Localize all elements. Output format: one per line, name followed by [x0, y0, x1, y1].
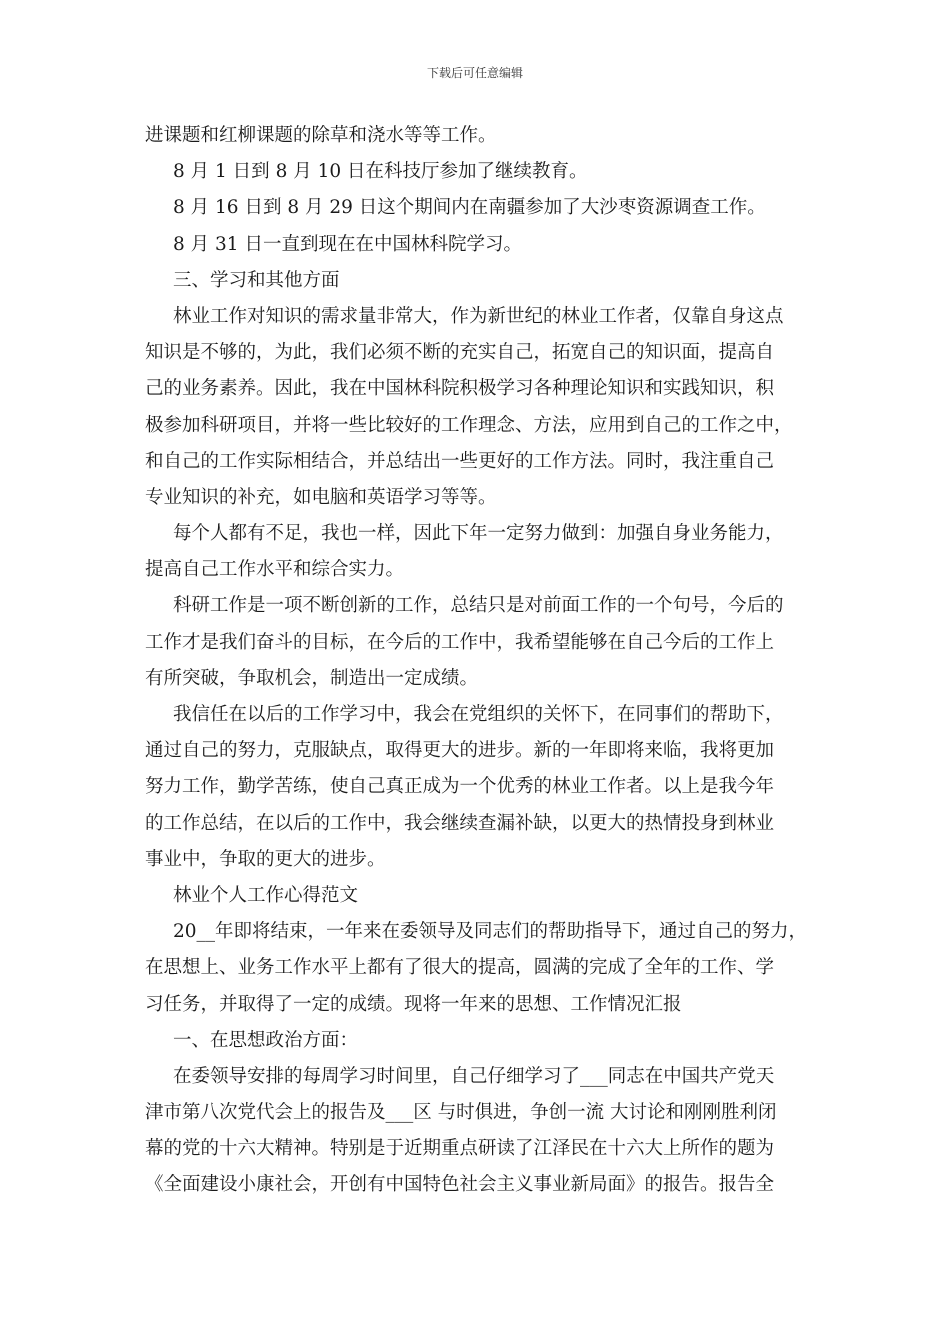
- text-line: 通过自己的努力，克服缺点，取得更大的进步。新的一年即将来临，我将更加: [145, 740, 775, 762]
- text-line: 8 月 16 日到 8 月 29 日这个期间内在南疆参加了大沙枣资源调查工作。: [173, 197, 766, 219]
- text-line: 极参加科研项目，并将一些比较好的工作理念、方法，应用到自己的工作之中，: [145, 414, 793, 436]
- text-line: 一、在思想政治方面：: [173, 1029, 359, 1051]
- text-line: 己的业务素养。因此，我在中国林科院积极学习各种理论知识和实践知识，积: [145, 378, 775, 400]
- text-line: 工作才是我们奋斗的目标，在今后的工作中，我希望能够在自己今后的工作上: [145, 631, 775, 653]
- document-body: [145, 118, 825, 1204]
- text-line: 我信任在以后的工作学习中，我会在党组织的关怀下，在同事们的帮助下，: [173, 704, 784, 725]
- text-line: 津市第八次党代会上的报告及___区 与时俱进，争创一流 大讨论和刚刚胜利闭: [145, 1102, 777, 1124]
- text-line: 20__年即将结束，一年来在委领导及同志们的帮助指导下，通过自己的努力，: [173, 921, 808, 943]
- text-block: [145, 118, 825, 1204]
- text-line: 《全面建设小康社会，开创有中国特色社会主义事业新局面》的报告。报告全: [145, 1174, 775, 1196]
- text-line: 三、学习和其他方面: [173, 269, 340, 291]
- text-line: 在思想上、业务工作水平上都有了很大的提高，圆满的完成了全年的工作、学: [145, 957, 775, 979]
- text-line: 习任务，并取得了一定的成绩。现将一年来的思想、工作情况汇报: [145, 993, 682, 1015]
- text-line: 知识是不够的，为此，我们必须不断的充实自己，拓宽自己的知识面，提高自: [145, 342, 775, 364]
- text-line: 林业工作对知识的需求量非常大，作为新世纪的林业工作者，仅靠自身这点: [173, 305, 784, 327]
- text-line: 科研工作是一项不断创新的工作，总结只是对前面工作的一个句号，今后的: [173, 595, 784, 617]
- text-line: 8 月 1 日到 8 月 10 日在科技厅参加了继续教育。: [173, 161, 588, 183]
- text-line: 进课题和红柳课题的除草和浇水等等工作。: [145, 125, 497, 146]
- text-line: 专业知识的补充，如电脑和英语学习等等。: [145, 486, 497, 508]
- text-line: 和自己的工作实际相结合，并总结出一些更好的工作方法。同时，我注重自己: [145, 450, 775, 472]
- text-line: 林业个人工作心得范文: [173, 884, 359, 906]
- text-line: 事业中，争取的更大的进步。: [145, 848, 386, 870]
- text-line: 8 月 31 日一直到现在在中国林科院学习。: [173, 233, 522, 255]
- text-line: 每个人都有不足，我也一样，因此下年一定努力做到：加强自身业务能力，: [173, 523, 784, 545]
- text-line: 努力工作，勤学苦练，使自己真正成为一个优秀的林业工作者。以上是我今年: [145, 776, 775, 798]
- page-header: 下载后可任意编辑: [426, 66, 523, 80]
- text-line: 在委领导安排的每周学习时间里，自己仔细学习了___同志在中国共产党天: [173, 1065, 775, 1087]
- text-line: 有所突破，争取机会，制造出一定成绩。: [145, 667, 479, 689]
- text-line: 幕的党的十六大精神。特别是于近期重点研读了江泽民在十六大上所作的题为: [145, 1138, 775, 1160]
- text-line: 提高自己工作水平和综合实力。: [145, 559, 405, 581]
- text-line: 的工作总结，在以后的工作中，我会继续查漏补缺，以更大的热情投身到林业: [145, 812, 775, 834]
